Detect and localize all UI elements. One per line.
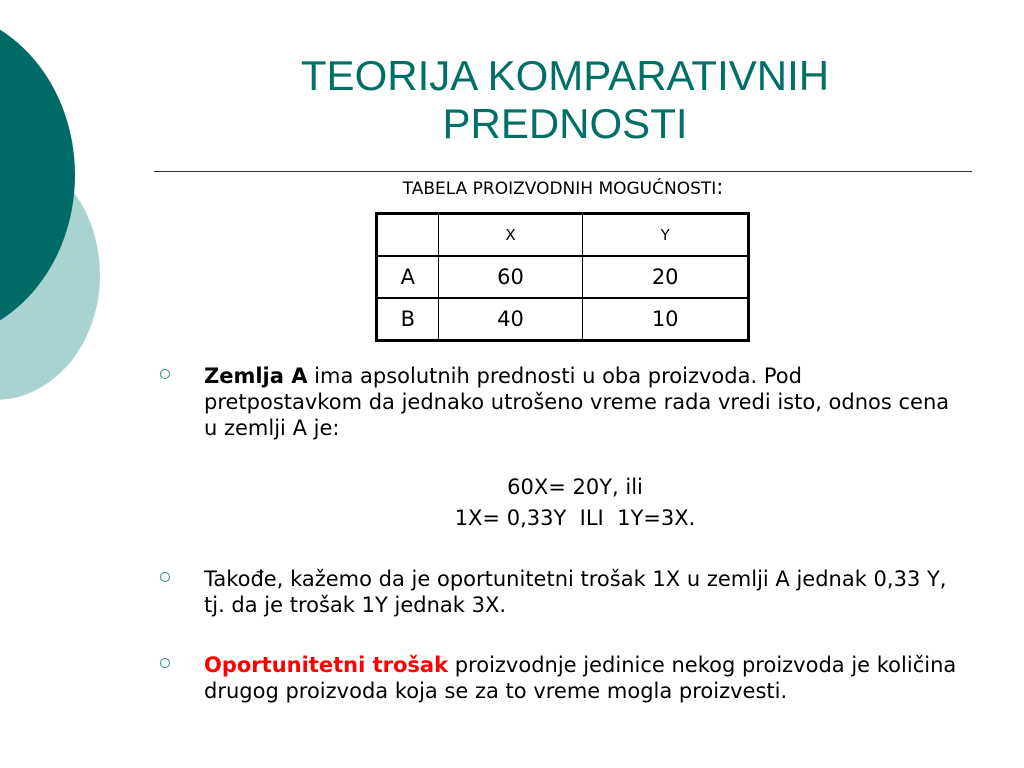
- bullet-item: [160, 363, 960, 441]
- formula-line: 1X= 0,33Y ILI 1Y=3X.: [454, 506, 696, 530]
- bullet-text: [204, 652, 960, 704]
- bullet-text: Takođe, kažemo da je oportunitetni trošak 1X u zemlji A jednak 0,33 Y, tj. da je trošak 1Y jednak 3X.: [204, 567, 947, 617]
- formula-line: 60X= 20Y, ili: [507, 475, 643, 499]
- table-cell: A: [377, 256, 439, 298]
- table-cell: B: [377, 298, 439, 341]
- table-header-row: [377, 214, 749, 257]
- table-header-cell: Y: [583, 214, 749, 257]
- bullet-circle-icon: [160, 572, 170, 582]
- table-cell: 60: [438, 256, 583, 298]
- slide-title: [160, 52, 970, 148]
- bullet-body: ima apsolutnih prednosti u oba proizvoda. Pod pretpostavkom da jednako utrošeno vreme rada vredi isto, odnos cena u zemlji A je:: [204, 364, 950, 440]
- title-line-1: TEORIJA KOMPARATIVNIH: [300, 52, 830, 99]
- table-caption: [154, 176, 972, 200]
- table-caption-text: TABELA PROIZVODNIH MOGUĆNOSTI: [402, 179, 717, 199]
- table-cell: 10: [583, 298, 749, 341]
- table-cell: 20: [583, 256, 749, 298]
- bullet-body: proizvodnje jedinice nekog proizvoda je količina drugog proizvoda koja se za to vreme mogla proizvesti.: [204, 653, 957, 703]
- title-divider: [154, 171, 972, 172]
- table-row: [377, 256, 749, 298]
- bullet-lead: Zemlja A: [204, 364, 308, 388]
- title-line-2: PREDNOSTI: [442, 100, 688, 147]
- bullet-text: [204, 363, 960, 441]
- table-caption-colon: :: [716, 175, 724, 199]
- bullet-circle-icon: [160, 658, 170, 668]
- table-header-cell: X: [438, 214, 583, 257]
- production-possibilities-table: [375, 212, 750, 342]
- table-header-cell: [377, 214, 439, 257]
- bullet-item: [160, 566, 960, 618]
- bullet-item: [160, 652, 960, 704]
- bullet-lead-highlight: Oportunitetni trošak: [204, 653, 449, 677]
- table-row: [377, 298, 749, 341]
- bullet-circle-icon: [160, 369, 170, 379]
- table-cell: 40: [438, 298, 583, 341]
